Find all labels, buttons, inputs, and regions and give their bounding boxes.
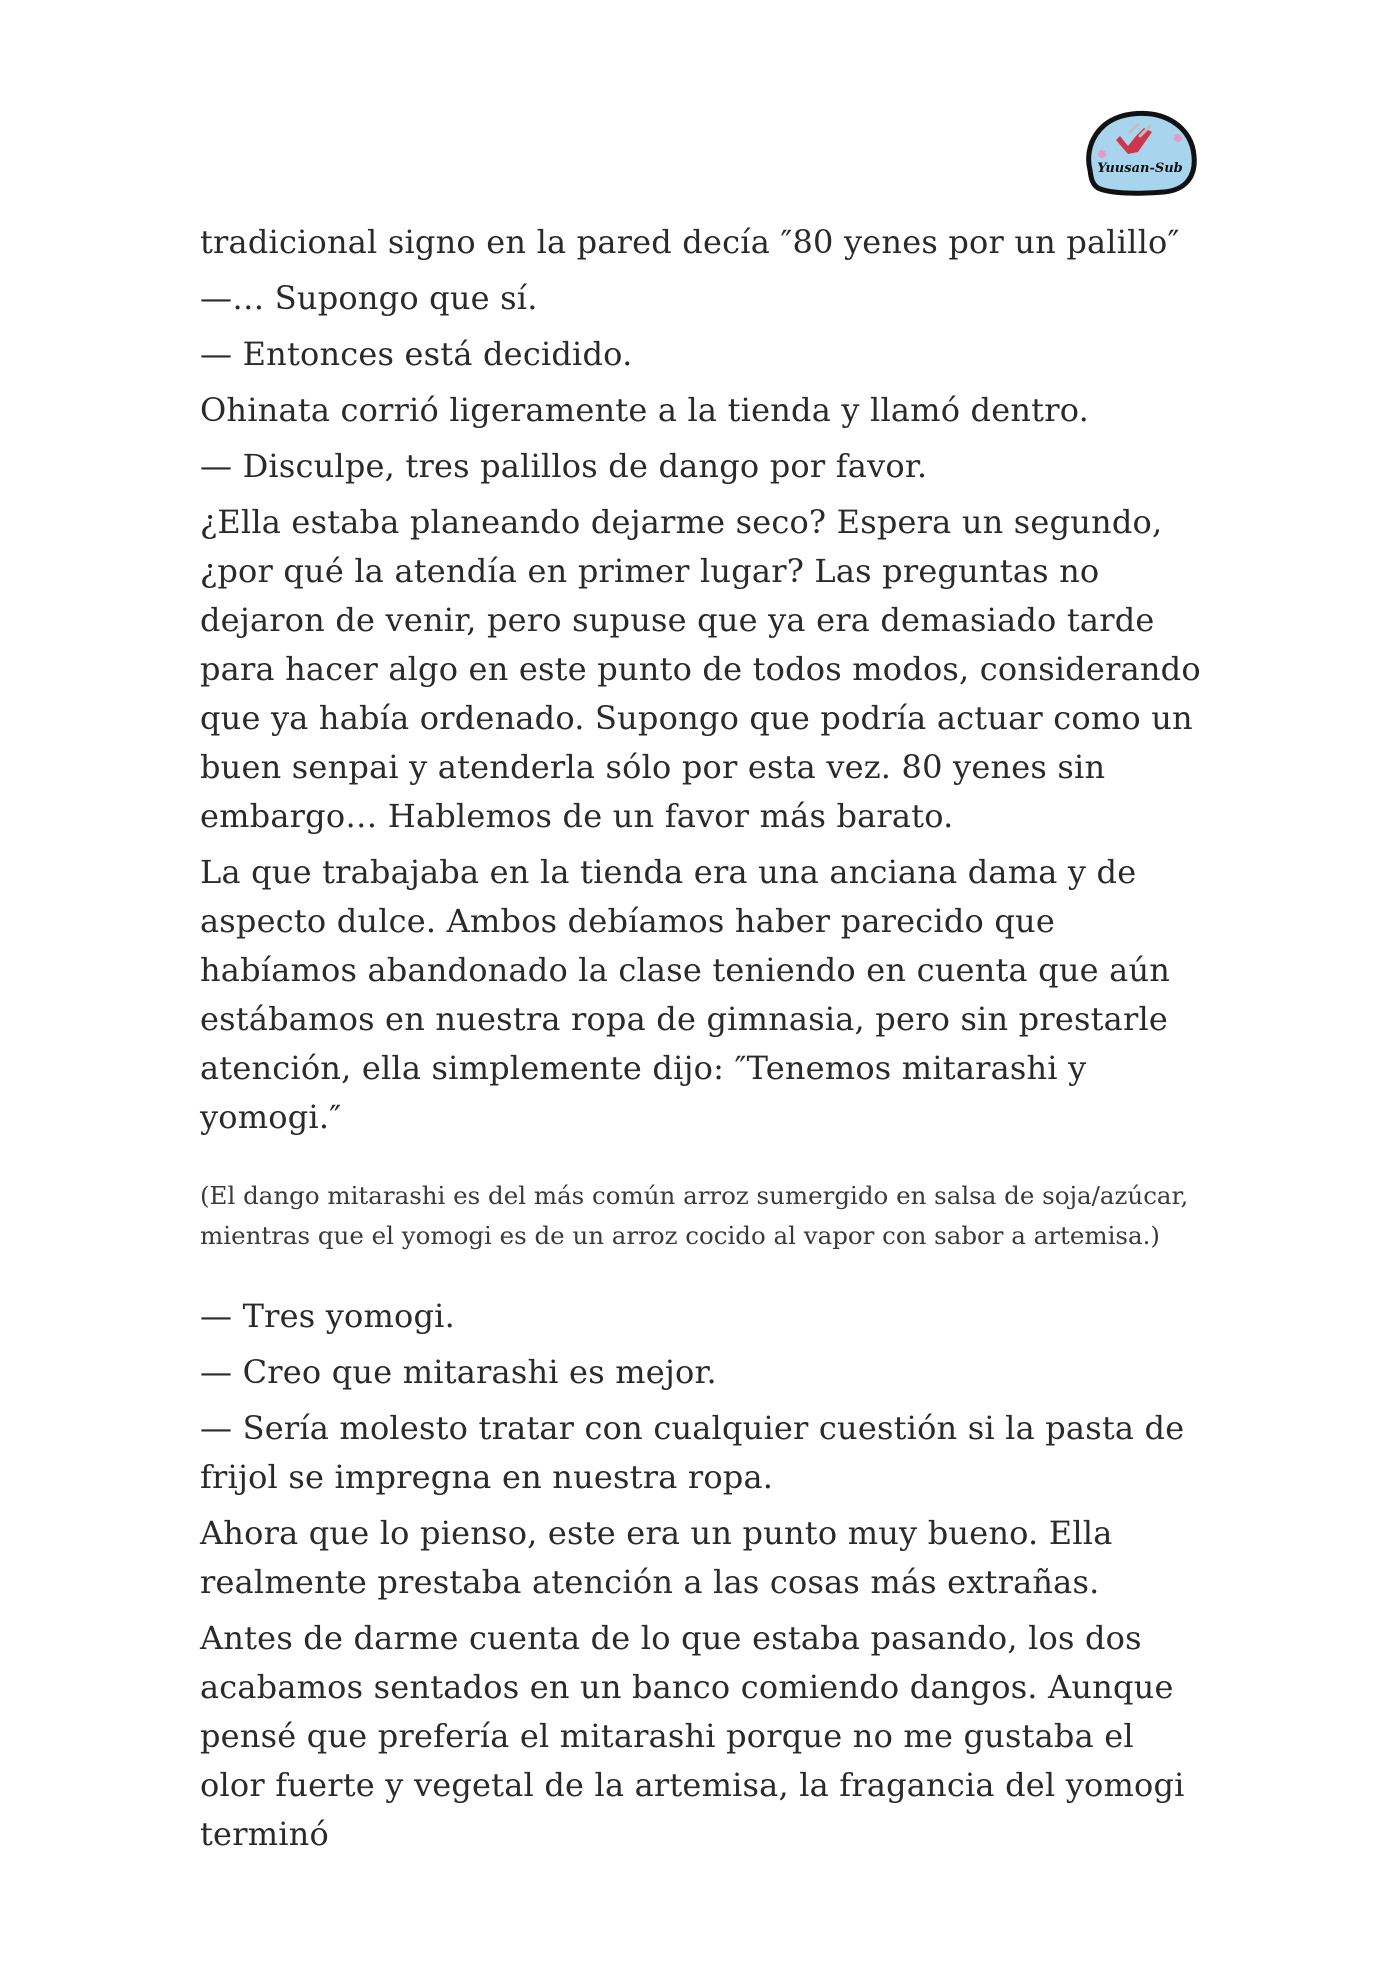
paragraph: — Disculpe, tres palillos de dango por favor. (200, 447, 928, 485)
page-content (200, 218, 1205, 1866)
paragraph: Ahora que lo pienso, este era un punto muy bueno. Ella realmente prestaba atención a las cosas más extrañas. (200, 1514, 1113, 1601)
paragraph: La que trabajaba en la tienda era una anciana dama y de aspecto dulce. Ambos debíamos haber parecido que habíamos abandonado la clase teniendo en cuenta que aún estábamos en nuestra ropa de gimnasia, pero sin prestarle atención, ella simplemente dijo: ″Tenemos mitarashi y yomogi.″ (200, 853, 1171, 1136)
paragraph: Antes de darme cuenta de lo que estaba pasando, los dos acabamos sentados en un banco comiendo dangos. Aunque pensé que prefería el mitarashi porque no me gustaba el olor fuerte y vegetal de la artemisa, la fragancia del yomogi terminó (200, 1619, 1185, 1853)
paragraph: — Tres yomogi. (200, 1297, 455, 1335)
paragraph: — Sería molesto tratar con cualquier cuestión si la pasta de frijol se impregna en nuestra ropa. (200, 1409, 1185, 1496)
flower-icon (1174, 134, 1182, 142)
paragraph: tradicional signo en la pared decía ″80 yenes por un palillo″ (200, 223, 1180, 261)
translator-note: (El dango mitarashi es del más común arroz sumergido en salsa de soja/azúcar, mientras que el yomogi es de un arroz cocido al vapor con sabor a artemisa.) (200, 1181, 1189, 1250)
logo-badge-icon (1080, 106, 1198, 200)
paragraph: — Creo que mitarashi es mejor. (200, 1353, 717, 1391)
yuusan-sub-logo (1080, 106, 1198, 200)
paragraph: ¿Ella estaba planeando dejarme seco? Espera un segundo, ¿por qué la atendía en primer lugar? Las preguntas no dejaron de venir, pero supuse que ya era demasiado tarde para hacer algo en este punto de todos modos, considerando que ya había ordenado. Supongo que podría actuar como un buen senpai y atenderla sólo por esta vez. 80 yenes sin embargo… Hablemos de un favor más barato. (200, 503, 1201, 835)
logo-text: Yuusan-Sub (1097, 161, 1183, 176)
paragraph: — Entonces está decidido. (200, 335, 633, 373)
paragraph: Ohinata corrió ligeramente a la tienda y llamó dentro. (200, 391, 1090, 429)
flower-icon (1098, 150, 1106, 158)
paragraph: —… Supongo que sí. (200, 279, 538, 317)
